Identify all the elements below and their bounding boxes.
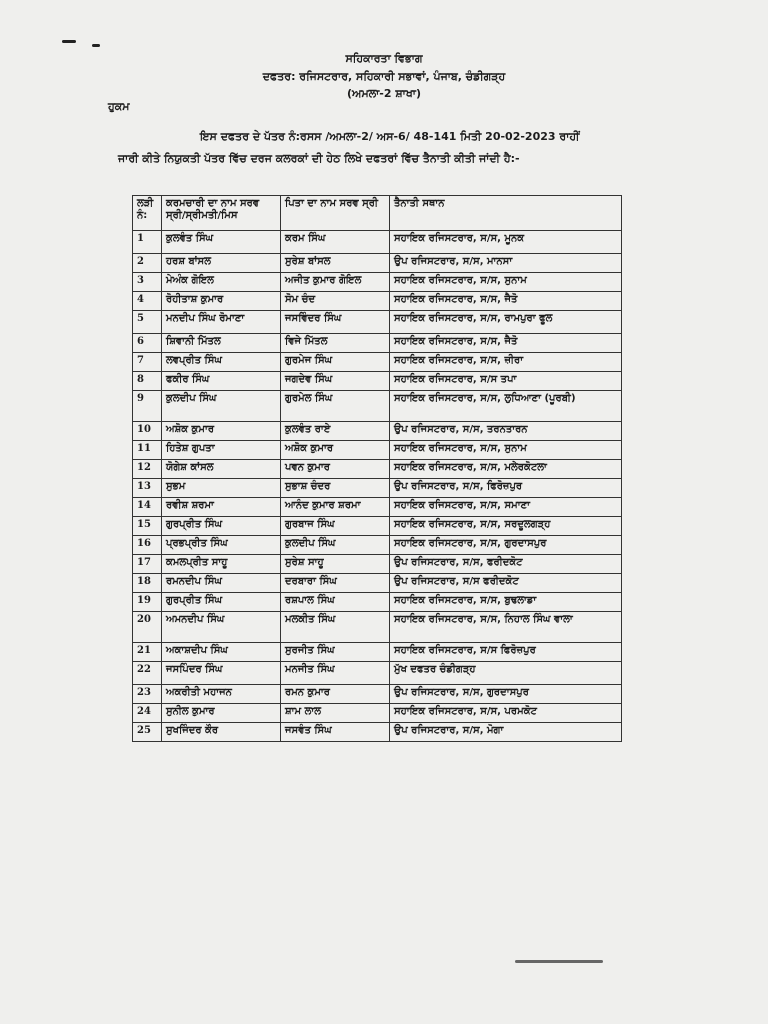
cell-sr: 15 — [133, 517, 162, 536]
table-row — [133, 536, 622, 555]
scan-mark — [62, 40, 76, 43]
cell-father: ਸੁਰਜੀਤ ਸਿੰਘ — [281, 643, 390, 662]
cell-posting: ਉਪ ਰਜਿਸਟਰਾਰ, ਸ/ਸ, ਫਰੀਦਕੋਟ — [390, 555, 622, 574]
cell-sr: 4 — [133, 292, 162, 311]
intro-line-2: ਜਾਰੀ ਕੀਤੇ ਨਿਯੁਕਤੀ ਪੱਤਰ ਵਿੱਚ ਦਰਜ ਕਲਰਕਾਂ ਦੀ ਹੇਠ ਲਿਖੇ ਦਫਤਰਾਂ ਵਿੱਚ ਤੈਨਾਤੀ ਕੀਤੀ ਜਾਂਦੀ ਹੈ:- — [118, 152, 520, 165]
scan-mark — [92, 44, 100, 47]
cell-father: ਰਸ਼ਪਾਲ ਸਿੰਘ — [281, 593, 390, 612]
cell-posting: ਸਹਾਇਕ ਰਜਿਸਟਰਾਰ, ਸ/ਸ, ਰਾਮਪੁਰਾ ਫੂਲ — [390, 311, 622, 334]
cell-father: ਸੁਭਾਸ਼ ਚੰਦਰ — [281, 479, 390, 498]
cell-employee: ਮੇਅੰਕ ਗੋਇਲ — [162, 273, 281, 292]
cell-posting: ਸਹਾਇਕ ਰਜਿਸਟਰਾਰ, ਸ/ਸ, ਜ਼ੀਰਾ — [390, 353, 622, 372]
cell-employee: ਸੁਭਮ — [162, 479, 281, 498]
table-row — [133, 311, 622, 334]
cell-sr: 22 — [133, 662, 162, 685]
cell-posting: ਸਹਾਇਕ ਰਜਿਸਟਰਾਰ, ਸ/ਸ, ਸਰਦੂਲਗੜ੍ਹ — [390, 517, 622, 536]
cell-sr: 2 — [133, 254, 162, 273]
branch-title: (ਅਮਲਾ-2 ਸ਼ਾਖਾ) — [347, 87, 421, 100]
cell-employee: ਜਸਪਿੰਦਰ ਸਿੰਘ — [162, 662, 281, 685]
cell-posting: ਸਹਾਇਕ ਰਜਿਸਟਰਾਰ, ਸ/ਸ, ਸਮਾਣਾ — [390, 498, 622, 517]
cell-employee: ਅਮਨਦੀਪ ਸਿੰਘ — [162, 612, 281, 643]
cell-employee: ਅਕਾਸ਼ਦੀਪ ਸਿੰਘ — [162, 643, 281, 662]
cell-employee: ਯੋਗੇਸ਼ ਕਾਂਸਲ — [162, 460, 281, 479]
table-row — [133, 498, 622, 517]
cell-employee: ਰਵੀਸ਼ ਸ਼ਰਮਾ — [162, 498, 281, 517]
intro-line-1: ਇਸ ਦਫਤਰ ਦੇ ਪੱਤਰ ਨੰ:ਰਸਸ /ਅਮਲਾ-2/ ਅਸ-6/ 48-141 ਮਿਤੀ 20-02-2023 ਰਾਹੀਂ — [200, 130, 580, 143]
cell-employee: ਸ਼ਿਵਾਨੀ ਮਿੱਤਲ — [162, 334, 281, 353]
cell-father: ਗੁਰਮੇਲ ਸਿੰਘ — [281, 391, 390, 422]
table-row — [133, 273, 622, 292]
table-row — [133, 353, 622, 372]
cell-father: ਕਰਮ ਸਿੰਘ — [281, 231, 390, 254]
cell-father: ਜਸਵੰਤ ਸਿੰਘ — [281, 723, 390, 742]
cell-sr: 8 — [133, 372, 162, 391]
cell-sr: 20 — [133, 612, 162, 643]
cell-father: ਗੁਰਮੇਜ ਸਿੰਘ — [281, 353, 390, 372]
scan-smudge — [515, 960, 603, 963]
cell-employee: ਰੋਹੀਤਾਸ਼ ਕੁਮਾਰ — [162, 292, 281, 311]
table-row — [133, 517, 622, 536]
table-row — [133, 441, 622, 460]
table-row — [133, 662, 622, 685]
table-row — [133, 704, 622, 723]
cell-sr: 5 — [133, 311, 162, 334]
cell-father: ਸੋਮ ਚੰਦ — [281, 292, 390, 311]
table-row — [133, 593, 622, 612]
cell-father: ਸੁਰੇਸ਼ ਸਾਹੂ — [281, 555, 390, 574]
cell-sr: 25 — [133, 723, 162, 742]
cell-employee: ਸੁਨੀਲ ਕੁਮਾਰ — [162, 704, 281, 723]
cell-posting: ਸਹਾਇਕ ਰਜਿਸਟਰਾਰ, ਸ/ਸ, ਨਿਹਾਲ ਸਿੰਘ ਵਾਲਾ — [390, 612, 622, 643]
table-row — [133, 643, 622, 662]
cell-sr: 18 — [133, 574, 162, 593]
table-row — [133, 555, 622, 574]
cell-employee: ਮਨਦੀਪ ਸਿੰਘ ਰੋਮਾਣਾ — [162, 311, 281, 334]
order-label: ਹੁਕਮ — [108, 100, 130, 113]
cell-father: ਆਨੰਦ ਕੁਮਾਰ ਸ਼ਰਮਾ — [281, 498, 390, 517]
cell-posting: ਸਹਾਇਕ ਰਜਿਸਟਰਾਰ, ਸ/ਸ ਫਿਰੋਜ਼ਪੁਰ — [390, 643, 622, 662]
cell-sr: 3 — [133, 273, 162, 292]
cell-employee: ਗੁਰਪ੍ਰੀਤ ਸਿੰਘ — [162, 593, 281, 612]
header-sr: ਲੜੀ ਨੰ: — [133, 196, 162, 231]
cell-posting: ਉਪ ਰਜਿਸਟਰਾਰ, ਸ/ਸ, ਫਿਰੋਜ਼ਪੁਰ — [390, 479, 622, 498]
cell-father: ਵਿਜੇ ਮਿੱਤਲ — [281, 334, 390, 353]
table-row — [133, 479, 622, 498]
cell-father: ਸ਼ਾਮ ਲਾਲ — [281, 704, 390, 723]
header-employee: ਕਰਮਚਾਰੀ ਦਾ ਨਾਮ ਸਰਵ ਸ੍ਰੀ/ਸ੍ਰੀਮਤੀ/ਮਿਸ — [162, 196, 281, 231]
cell-sr: 11 — [133, 441, 162, 460]
cell-sr: 9 — [133, 391, 162, 422]
cell-employee: ਫਕੀਰ ਸਿੰਘ — [162, 372, 281, 391]
table-row — [133, 292, 622, 311]
table-row — [133, 612, 622, 643]
cell-posting: ਸਹਾਇਕ ਰਜਿਸਟਰਾਰ, ਸ/ਸ, ਜੈਤੋ — [390, 292, 622, 311]
table-row — [133, 231, 622, 254]
cell-sr: 12 — [133, 460, 162, 479]
cell-employee: ਲਵਪ੍ਰੀਤ ਸਿੰਘ — [162, 353, 281, 372]
table-row — [133, 460, 622, 479]
table-header-row — [133, 196, 622, 231]
cell-posting: ਸਹਾਇਕ ਰਜਿਸਟਰਾਰ, ਸ/ਸ, ਲੁਧਿਆਣਾ (ਪੂਰਬੀ) — [390, 391, 622, 422]
cell-sr: 7 — [133, 353, 162, 372]
cell-father: ਅਸ਼ੋਕ ਕੁਮਾਰ — [281, 441, 390, 460]
header-posting: ਤੈਨਾਤੀ ਸਥਾਨ — [390, 196, 622, 231]
cell-posting: ਸਹਾਇਕ ਰਜਿਸਟਰਾਰ, ਸ/ਸ, ਬੁਢਲਾਡਾ — [390, 593, 622, 612]
cell-sr: 19 — [133, 593, 162, 612]
cell-posting: ਉਪ ਰਜਿਸਟਰਾਰ, ਸ/ਸ, ਮਾਨਸਾ — [390, 254, 622, 273]
cell-employee: ਹਰਸ਼ ਬਾਂਸਲ — [162, 254, 281, 273]
cell-posting: ਸਹਾਇਕ ਰਜਿਸਟਰਾਰ, ਸ/ਸ, ਸੁਨਾਮ — [390, 441, 622, 460]
table-row — [133, 574, 622, 593]
table-row — [133, 254, 622, 273]
table-row — [133, 723, 622, 742]
cell-sr: 6 — [133, 334, 162, 353]
cell-sr: 23 — [133, 685, 162, 704]
cell-father: ਜਗਦੇਵ ਸਿੰਘ — [281, 372, 390, 391]
cell-employee: ਅਸ਼ੋਕ ਕੁਮਾਰ — [162, 422, 281, 441]
cell-posting: ਸਹਾਇਕ ਰਜਿਸਟਰਾਰ, ਸ/ਸ ਤਪਾ — [390, 372, 622, 391]
cell-sr: 16 — [133, 536, 162, 555]
table-row — [133, 391, 622, 422]
cell-sr: 14 — [133, 498, 162, 517]
cell-posting: ਉਪ ਰਜਿਸਟਰਾਰ, ਸ/ਸ, ਮੋਗਾ — [390, 723, 622, 742]
cell-employee: ਪ੍ਰਭਪ੍ਰੀਤ ਸਿੰਘ — [162, 536, 281, 555]
cell-father: ਅਜੀਤ ਕੁਮਾਰ ਗੋਇਲ — [281, 273, 390, 292]
cell-father: ਦਰਬਾਰਾ ਸਿੰਘ — [281, 574, 390, 593]
cell-posting: ਉਪ ਰਜਿਸਟਰਾਰ, ਸ/ਸ ਫਰੀਦਕੋਟ — [390, 574, 622, 593]
cell-father: ਕੁਲਵੰਤ ਰਾਏ — [281, 422, 390, 441]
cell-posting: ਮੁੱਖ ਦਫਤਰ ਚੰਡੀਗੜ੍ਹ — [390, 662, 622, 685]
table-row — [133, 334, 622, 353]
office-title: ਦਫਤਰ: ਰਜਿਸਟਰਾਰ, ਸਹਿਕਾਰੀ ਸਭਾਵਾਂ, ਪੰਜਾਬ, ਚੰਡੀਗੜ੍ਹ — [262, 70, 506, 83]
cell-employee: ਅਕਰੀਤੀ ਮਹਾਜਨ — [162, 685, 281, 704]
table-row — [133, 685, 622, 704]
cell-employee: ਗੁਰਪ੍ਰੀਤ ਸਿੰਘ — [162, 517, 281, 536]
cell-posting: ਉਪ ਰਜਿਸਟਰਾਰ, ਸ/ਸ, ਗੁਰਦਾਸਪੁਰ — [390, 685, 622, 704]
cell-sr: 24 — [133, 704, 162, 723]
cell-employee: ਕਮਲਪ੍ਰੀਤ ਸਾਹੂ — [162, 555, 281, 574]
cell-employee: ਕੁਲਦੀਪ ਸਿੰਘ — [162, 391, 281, 422]
cell-employee: ਸੁਖਜਿੰਦਰ ਕੌਰ — [162, 723, 281, 742]
cell-posting: ਸਹਾਇਕ ਰਜਿਸਟਰਾਰ, ਸ/ਸ, ਸੁਨਾਮ — [390, 273, 622, 292]
header-father: ਪਿਤਾ ਦਾ ਨਾਮ ਸਰਵ ਸ੍ਰੀ — [281, 196, 390, 231]
cell-father: ਪਵਨ ਕੁਮਾਰ — [281, 460, 390, 479]
cell-posting: ਸਹਾਇਕ ਰਜਿਸਟਰਾਰ, ਸ/ਸ, ਪਰਮਕੋਟ — [390, 704, 622, 723]
cell-father: ਰਮਨ ਕੁਮਾਰ — [281, 685, 390, 704]
cell-posting: ਸਹਾਇਕ ਰਜਿਸਟਰਾਰ, ਸ/ਸ, ਜੈਤੋ — [390, 334, 622, 353]
cell-sr: 17 — [133, 555, 162, 574]
cell-sr: 1 — [133, 231, 162, 254]
table-row — [133, 422, 622, 441]
cell-father: ਸੁਰੇਸ਼ ਬਾਂਸਲ — [281, 254, 390, 273]
cell-posting: ਸਹਾਇਕ ਰਜਿਸਟਰਾਰ, ਸ/ਸ, ਮਲੇਰਕੋਟਲਾ — [390, 460, 622, 479]
cell-sr: 10 — [133, 422, 162, 441]
cell-posting: ਸਹਾਇਕ ਰਜਿਸਟਰਾਰ, ਸ/ਸ, ਗੁਰਦਾਸਪੁਰ — [390, 536, 622, 555]
cell-sr: 13 — [133, 479, 162, 498]
cell-father: ਗੁਰਬਾਜ ਸਿੰਘ — [281, 517, 390, 536]
table-body — [133, 231, 622, 742]
cell-employee: ਕੁਲਵੰਤ ਸਿੰਘ — [162, 231, 281, 254]
cell-posting: ਉਪ ਰਜਿਸਟਰਾਰ, ਸ/ਸ, ਤਰਨਤਾਰਨ — [390, 422, 622, 441]
cell-posting: ਸਹਾਇਕ ਰਜਿਸਟਰਾਰ, ਸ/ਸ, ਮੂਨਕ — [390, 231, 622, 254]
cell-father: ਮਲਕੀਤ ਸਿੰਘ — [281, 612, 390, 643]
cell-father: ਮਨਜੀਤ ਸਿੰਘ — [281, 662, 390, 685]
department-title: ਸਹਿਕਾਰਤਾ ਵਿਭਾਗ — [345, 52, 423, 65]
cell-father: ਜਸਵਿੰਦਰ ਸਿੰਘ — [281, 311, 390, 334]
posting-table — [132, 195, 622, 742]
cell-father: ਕੁਲਦੀਪ ਸਿੰਘ — [281, 536, 390, 555]
table-row — [133, 372, 622, 391]
cell-sr: 21 — [133, 643, 162, 662]
cell-employee: ਰਮਨਦੀਪ ਸਿੰਘ — [162, 574, 281, 593]
cell-employee: ਹਿਤੇਸ਼ ਗੁਪਤਾ — [162, 441, 281, 460]
